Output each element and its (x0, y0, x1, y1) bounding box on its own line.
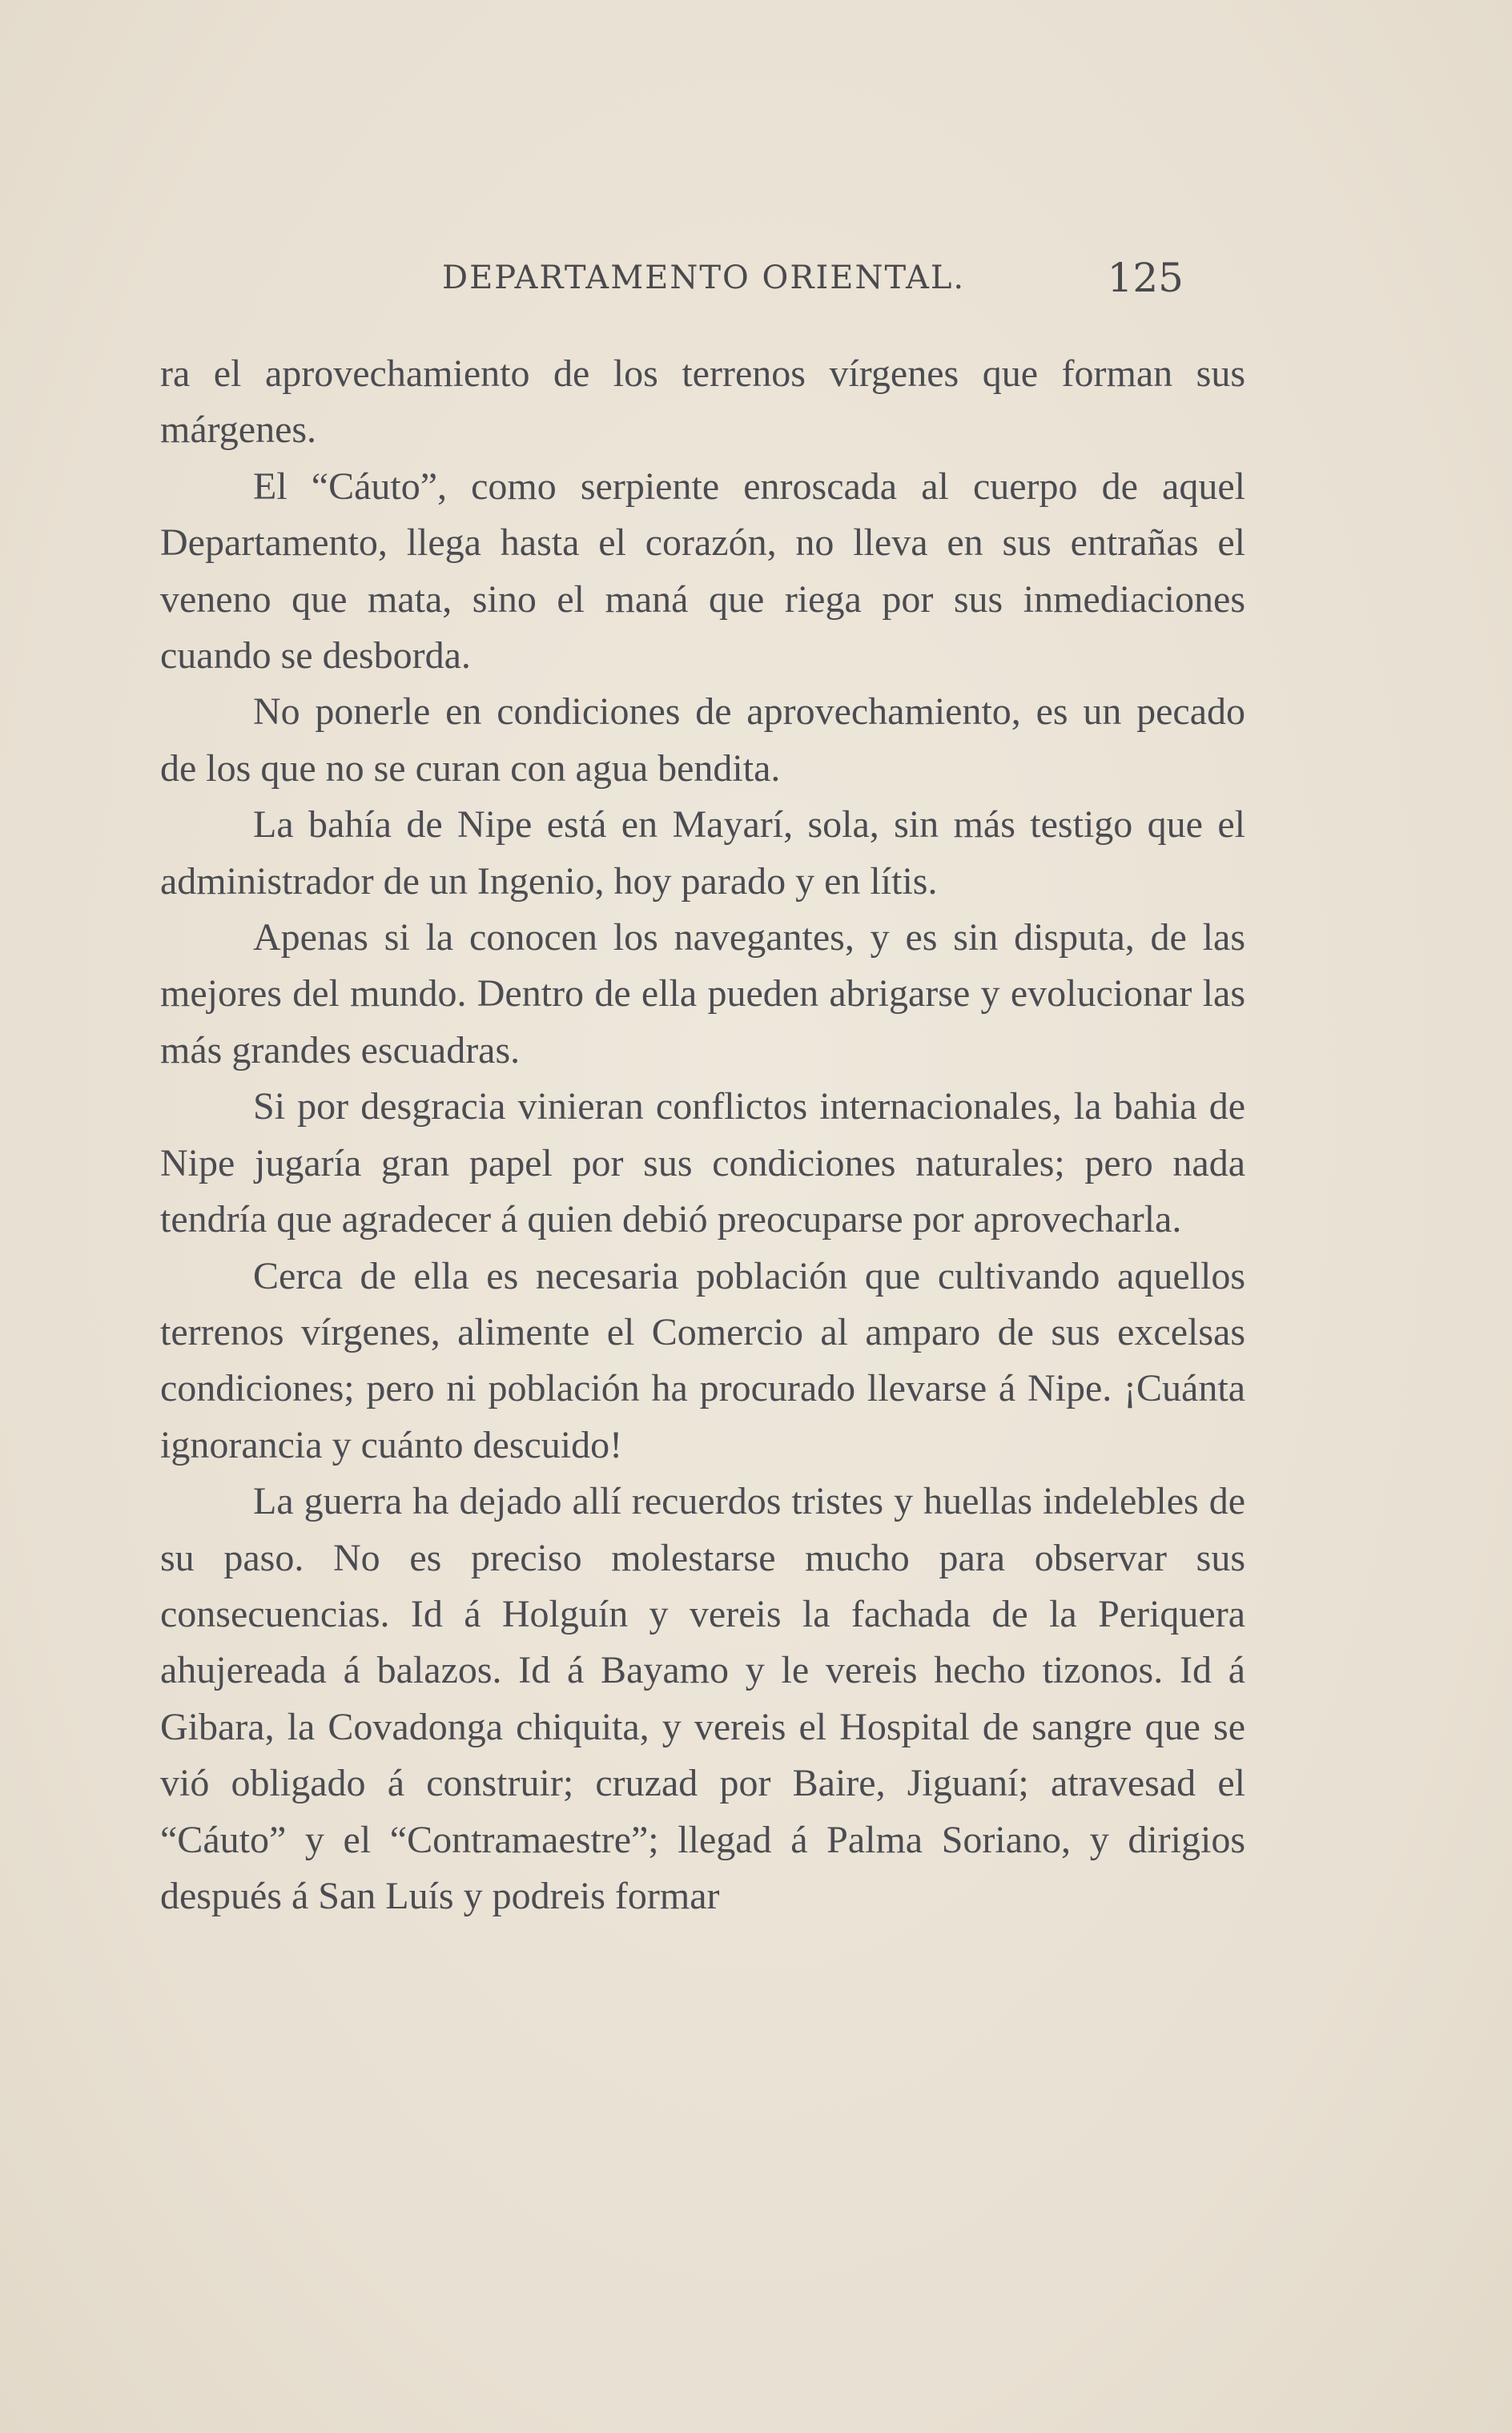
running-head: DEPARTAMENTO ORIENTAL. (442, 259, 966, 296)
paragraph: La bahía de Nipe está en Mayarí, sola, sin más testigo que el administrador de un Ingenio, hoy parado y en lítis. (160, 803, 1245, 903)
paragraph: Si por desgracia vinieran conflictos internacionales, la bahia de Nipe jugaría gran papel por sus condiciones naturales; pero nada tendría que agradecer á quien debió preocuparse por aprovecharla. (160, 1085, 1245, 1241)
page-number: 125 (1107, 255, 1184, 301)
paragraph: Apenas si la conocen los navegantes, y es sin disputa, de las mejores del mundo. Dentro de ella pueden abrigarse y evolucionar las más grandes escuadras. (160, 916, 1245, 1072)
paragraph: No ponerle en condiciones de aprovechamiento, es un pecado de los que no se curan con agua bendita. (160, 690, 1245, 790)
paragraph: ra el aprovechamiento de los terrenos vírgenes que forman sus márgenes. (160, 352, 1245, 452)
paragraph: El “Cáuto”, como serpiente enroscada al cuerpo de aquel Departamento, llega hasta el corazón, no lleva en sus entrañas el veneno que mata, sino el maná que riega por sus inmediaciones cuando se desborda. (160, 464, 1245, 678)
page-header (160, 255, 1193, 311)
paragraph: Cerca de ella es necesaria población que cultivando aquellos terrenos vírgenes, alimente el Comercio al amparo de sus excelsas condiciones; pero ni población ha procurado llevarse á Nipe. ¡Cuánta ignorancia y cuánto descuido! (160, 1254, 1245, 1466)
paragraph: La guerra ha dejado allí recuerdos tristes y huellas indelebles de su paso. No es preciso molestarse mucho para observar sus consecuencias. Id á Holguín y vereis la fachada de la Periquera ahujereada á balazos. Id á Bayamo y le vereis hecho tizonos. Id á Gibara, la Covadonga chiquita, y vereis el Hospital de sangre que se vió obligado á construir; cruzad por Baire, Jiguaní; atravesad el “Cáuto” y el “Contramaestre”; llegad á Palma Soriano, y dirigios después á San Luís y podreis formar (160, 1480, 1245, 1917)
body-text (160, 346, 1245, 1924)
